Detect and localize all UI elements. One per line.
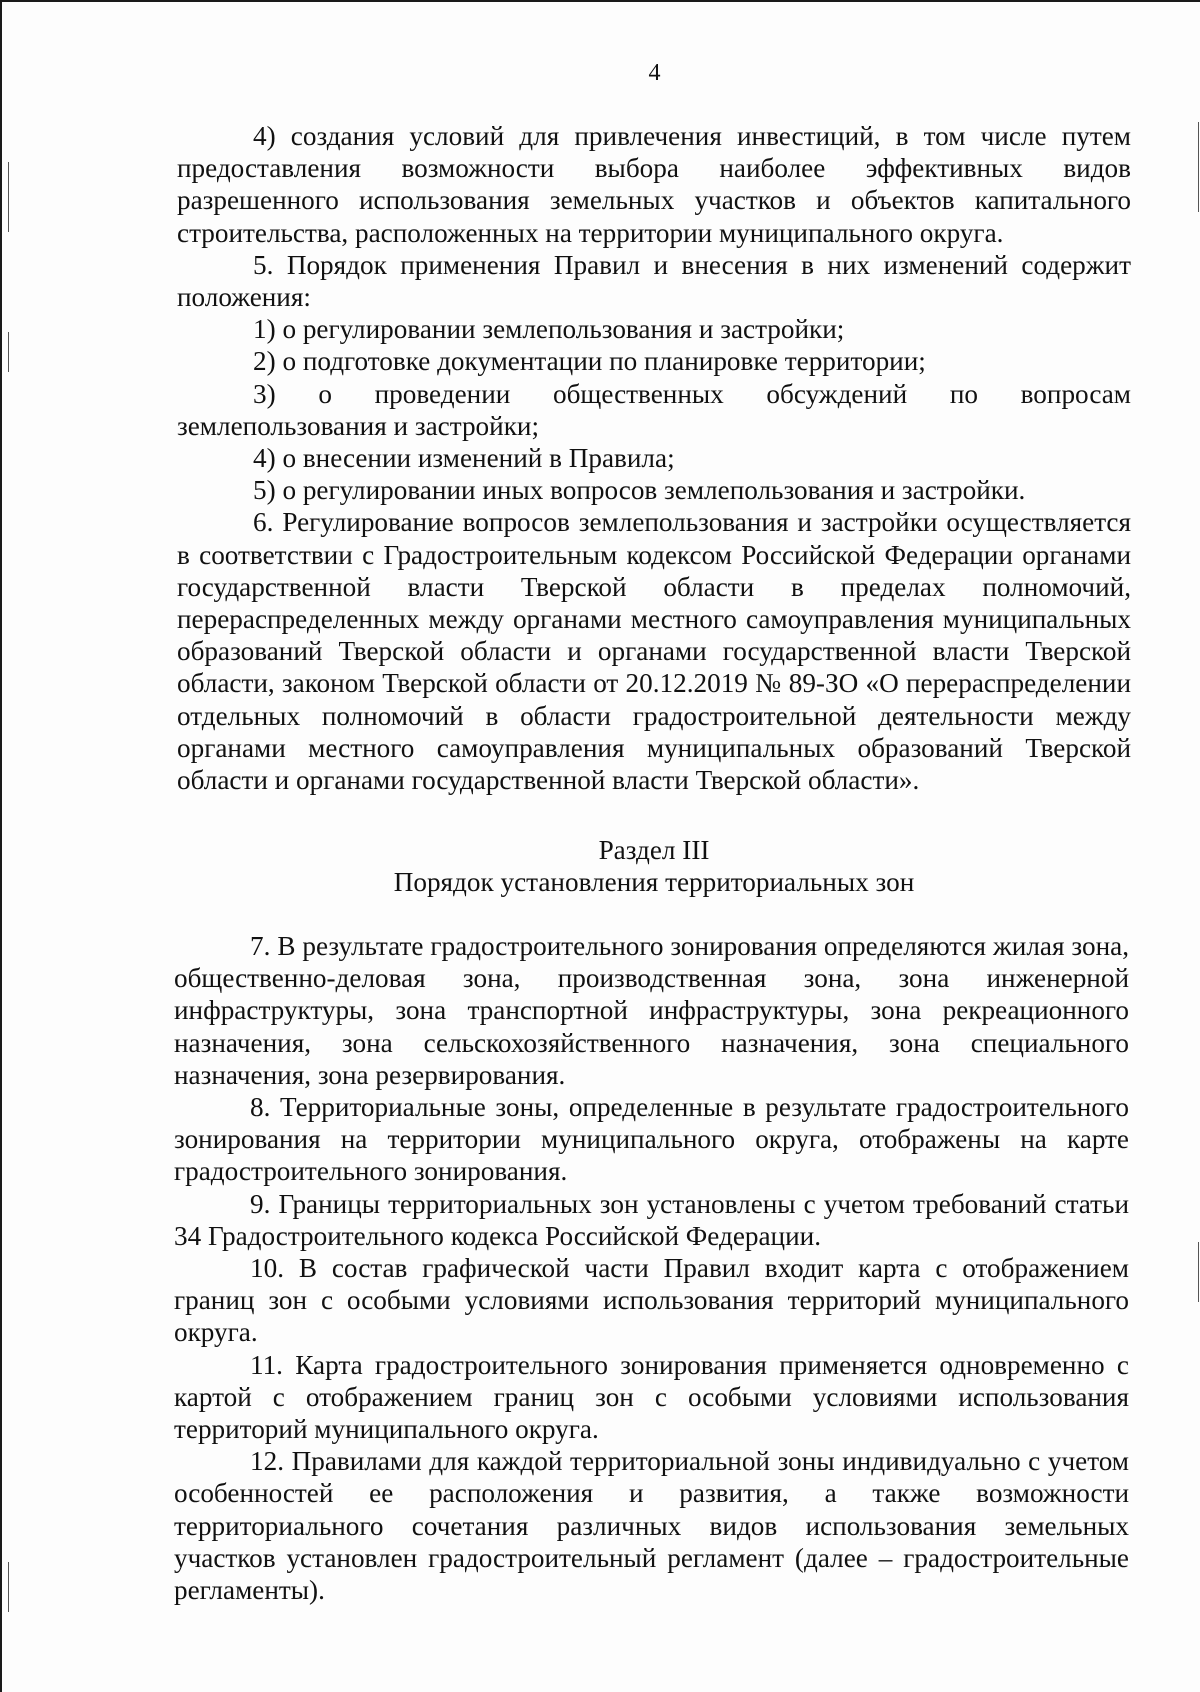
upper-text-block — [177, 120, 1131, 796]
scan-edge-mark — [1198, 122, 1199, 212]
list-item: 1) о регулировании землепользования и застройки; — [253, 314, 845, 345]
section-heading — [177, 834, 1131, 898]
paragraph: 11. Карта градостроительного зонирования применяется одновременно с картой с отображением границ зон с особыми условиями использования территорий муниципального округа. — [174, 1349, 1129, 1445]
paragraph: 9. Границы территориальных зон установлены с учетом требований статьи 34 Градостроительного кодекса Российской Федерации. — [174, 1188, 1129, 1251]
list-item: 4) о внесении изменений в Правила; — [253, 443, 675, 474]
scan-edge-mark — [8, 162, 9, 232]
paragraph: 8. Территориальные зоны, определенные в результате градостроительного зонирования на территории муниципального округа, отображены на карте градостроительного зонирования. — [174, 1092, 1129, 1187]
scan-edge-mark — [8, 332, 9, 372]
list-item: 2) о подготовке документации по планировке территории; — [253, 346, 926, 377]
paragraph: 7. В результате градостроительного зонирования определяются жилая зона, общественно-деловая зона, производственная зона, зона инженерной инфраструктуры, зона транспортной инфраструктуры, зона рекреационного назначения, зона сельскохозяйственного назначения, зона специального назначения, зона резервирования. — [174, 931, 1129, 1090]
paragraph: 10. В состав графической части Правил входит карта с отображением границ зон с особыми условиями использования территорий муниципального округа. — [174, 1253, 1129, 1348]
scan-edge-mark — [1198, 1242, 1199, 1302]
section-subtitle: Порядок установления территориальных зон — [393, 867, 915, 898]
paragraph: 5. Порядок применения Правил и внесения в них изменений содержит положения: — [177, 249, 1131, 313]
page-number: 4 — [648, 60, 661, 86]
paragraph: 4) создания условий для привлечения инвестиций, в том числе путем предоставления возможности выбора наиболее эффективных видов разрешенного использования земельных участков и объектов капитального строительства, расположенных на территории муниципального округа. — [177, 121, 1131, 248]
list-item: 5) о регулировании иных вопросов землепользования и застройки. — [253, 475, 1026, 506]
lower-text-block — [174, 930, 1129, 1606]
paragraph: 12. Правилами для каждой территориальной зоны индивидуально с учетом особенностей ее расположения и развития, а также возможности территориального сочетания различных видов использования земельных участков установлен градостроительный регламент (далее – градостроительные регламенты). — [174, 1446, 1129, 1606]
section-title: Раздел III — [598, 835, 710, 865]
list-item: 3) о проведении общественных обсуждений по вопросам землепользования и застройки; — [177, 378, 1131, 441]
paragraph: 6. Регулирование вопросов землепользования и застройки осуществляется в соответствии с Градостроительным кодексом Российской Федерации органами государственной власти Тверской области в пределах полномочий, перераспределенных между органами местного самоуправления муниципальных образований Тверской области и органами государственной власти Тверской области, законом Тверской области от 20.12.2019 № 89-ЗО «О перераспределении отдельных полномочий в области градостроительной деятельности между органами местного самоуправления муниципальных образований Тверской области и органами государственной власти Тверской области». — [177, 507, 1131, 796]
scan-edge-mark — [8, 1562, 9, 1612]
